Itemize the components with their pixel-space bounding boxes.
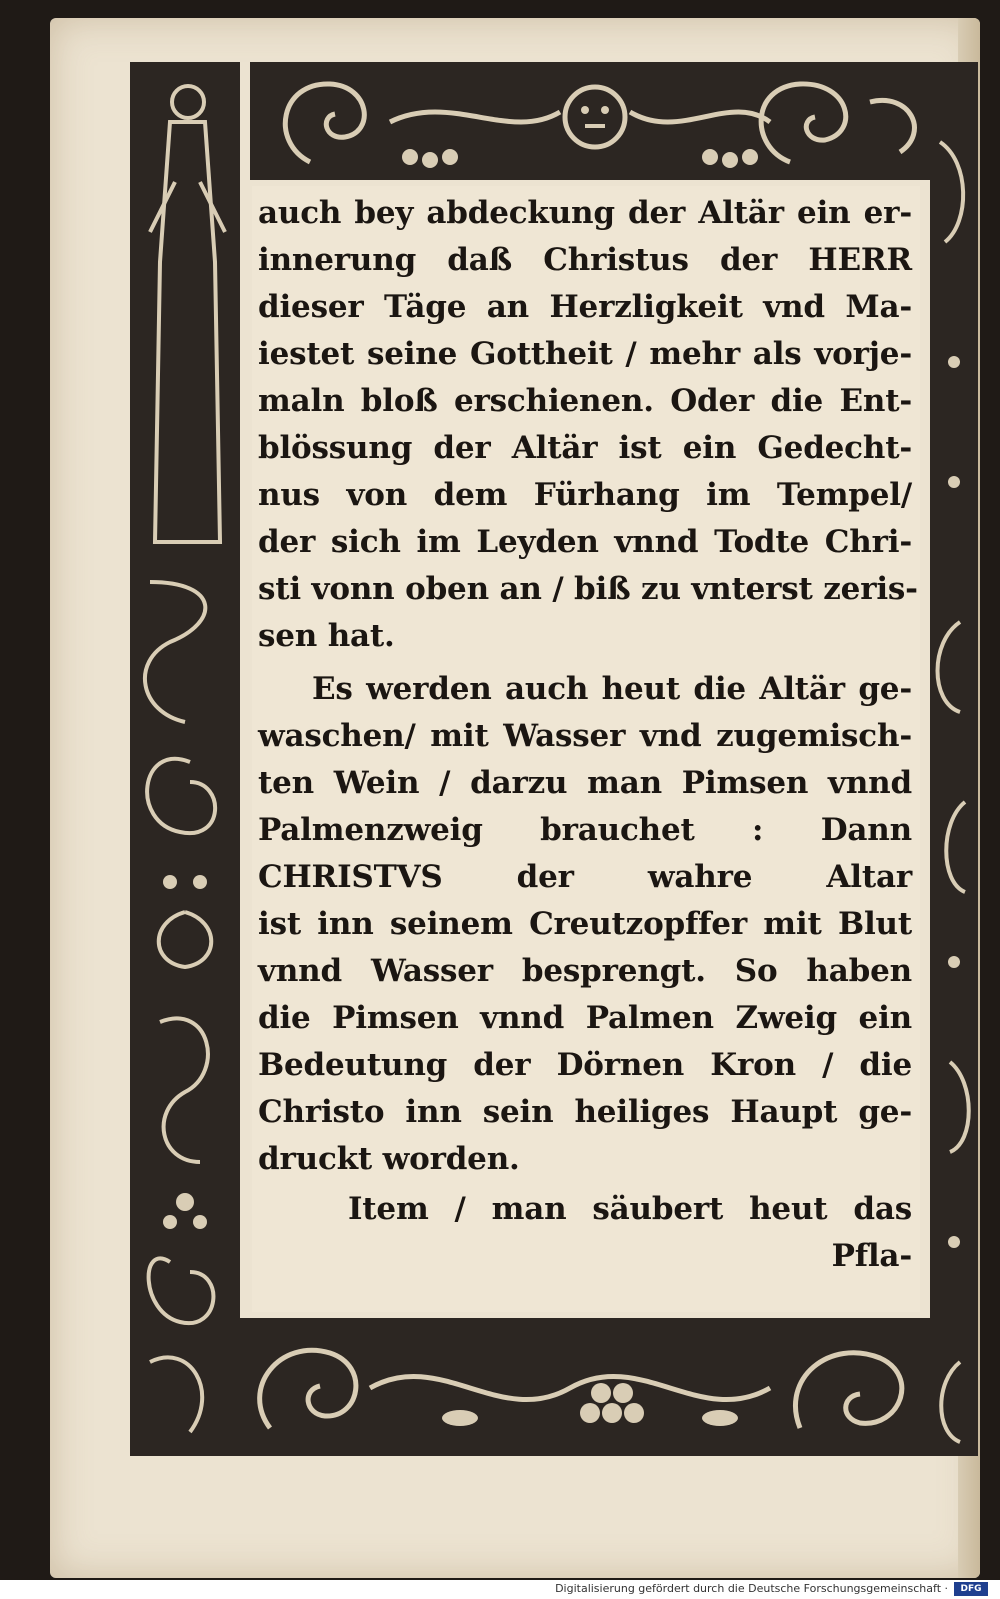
text-line: waschen/ mit Wasser vnd zugemisch-	[258, 718, 912, 754]
text-line: druckt worden.	[258, 1141, 520, 1177]
text-line: CHRISTVS der wahre Altar	[258, 859, 912, 895]
footer	[0, 1580, 1000, 1599]
footer-credit: Digitalisierung gefördert durch die Deutsche Forschungsgemeinschaft ·	[555, 1582, 948, 1595]
text-line: Bedeutung der Dörnen Kron / die	[258, 1047, 912, 1083]
page-text	[252, 186, 920, 1312]
text-line: ist inn seinem Creutzopffer mit Blut	[258, 906, 912, 942]
dfg-logo: DFG	[954, 1582, 988, 1596]
text-line: nus von dem Fürhang im Tempel/	[258, 477, 912, 513]
text-line: maln bloß erschienen. Oder die Ent-	[258, 383, 912, 419]
text-line: auch bey abdeckung der Altär ein er-	[258, 195, 912, 231]
text-line: blössung der Altär ist ein Gedecht-	[258, 430, 912, 466]
text-line: Item / man säubert heut das	[348, 1191, 912, 1227]
text-line: dieser Täge an Herzligkeit vnd Ma-	[258, 289, 912, 325]
text-line: Es werden auch heut die Altär ge-	[312, 671, 912, 707]
woodcut-ornament-icon	[240, 1318, 940, 1456]
woodcut-ornament-icon	[250, 62, 940, 180]
text-line: innerung daß Christus der HERR	[258, 242, 912, 278]
text-line: ten Wein / darzu man Pimsen vnnd	[258, 765, 912, 801]
text-line: die Pimsen vnnd Palmen Zweig ein	[258, 1000, 912, 1036]
text-line: vnnd Wasser besprengt. So haben	[258, 953, 912, 989]
text-line: iestet seine Gottheit / mehr als vorje-	[258, 336, 912, 372]
text-line: sti vonn oben an / biß zu vnterst zeris-	[258, 571, 918, 607]
text-line: Christo inn sein heiliges Haupt ge-	[258, 1094, 912, 1130]
catchword: Pfla-	[831, 1238, 912, 1274]
text-line: der sich im Leyden vnnd Todte Chri-	[258, 524, 912, 560]
woodcut-figure-icon	[130, 62, 240, 1456]
woodcut-ornament-icon	[930, 62, 978, 1456]
text-line: Palmenzweig brauchet : Dann	[258, 812, 912, 848]
text-line: sen hat.	[258, 618, 395, 654]
